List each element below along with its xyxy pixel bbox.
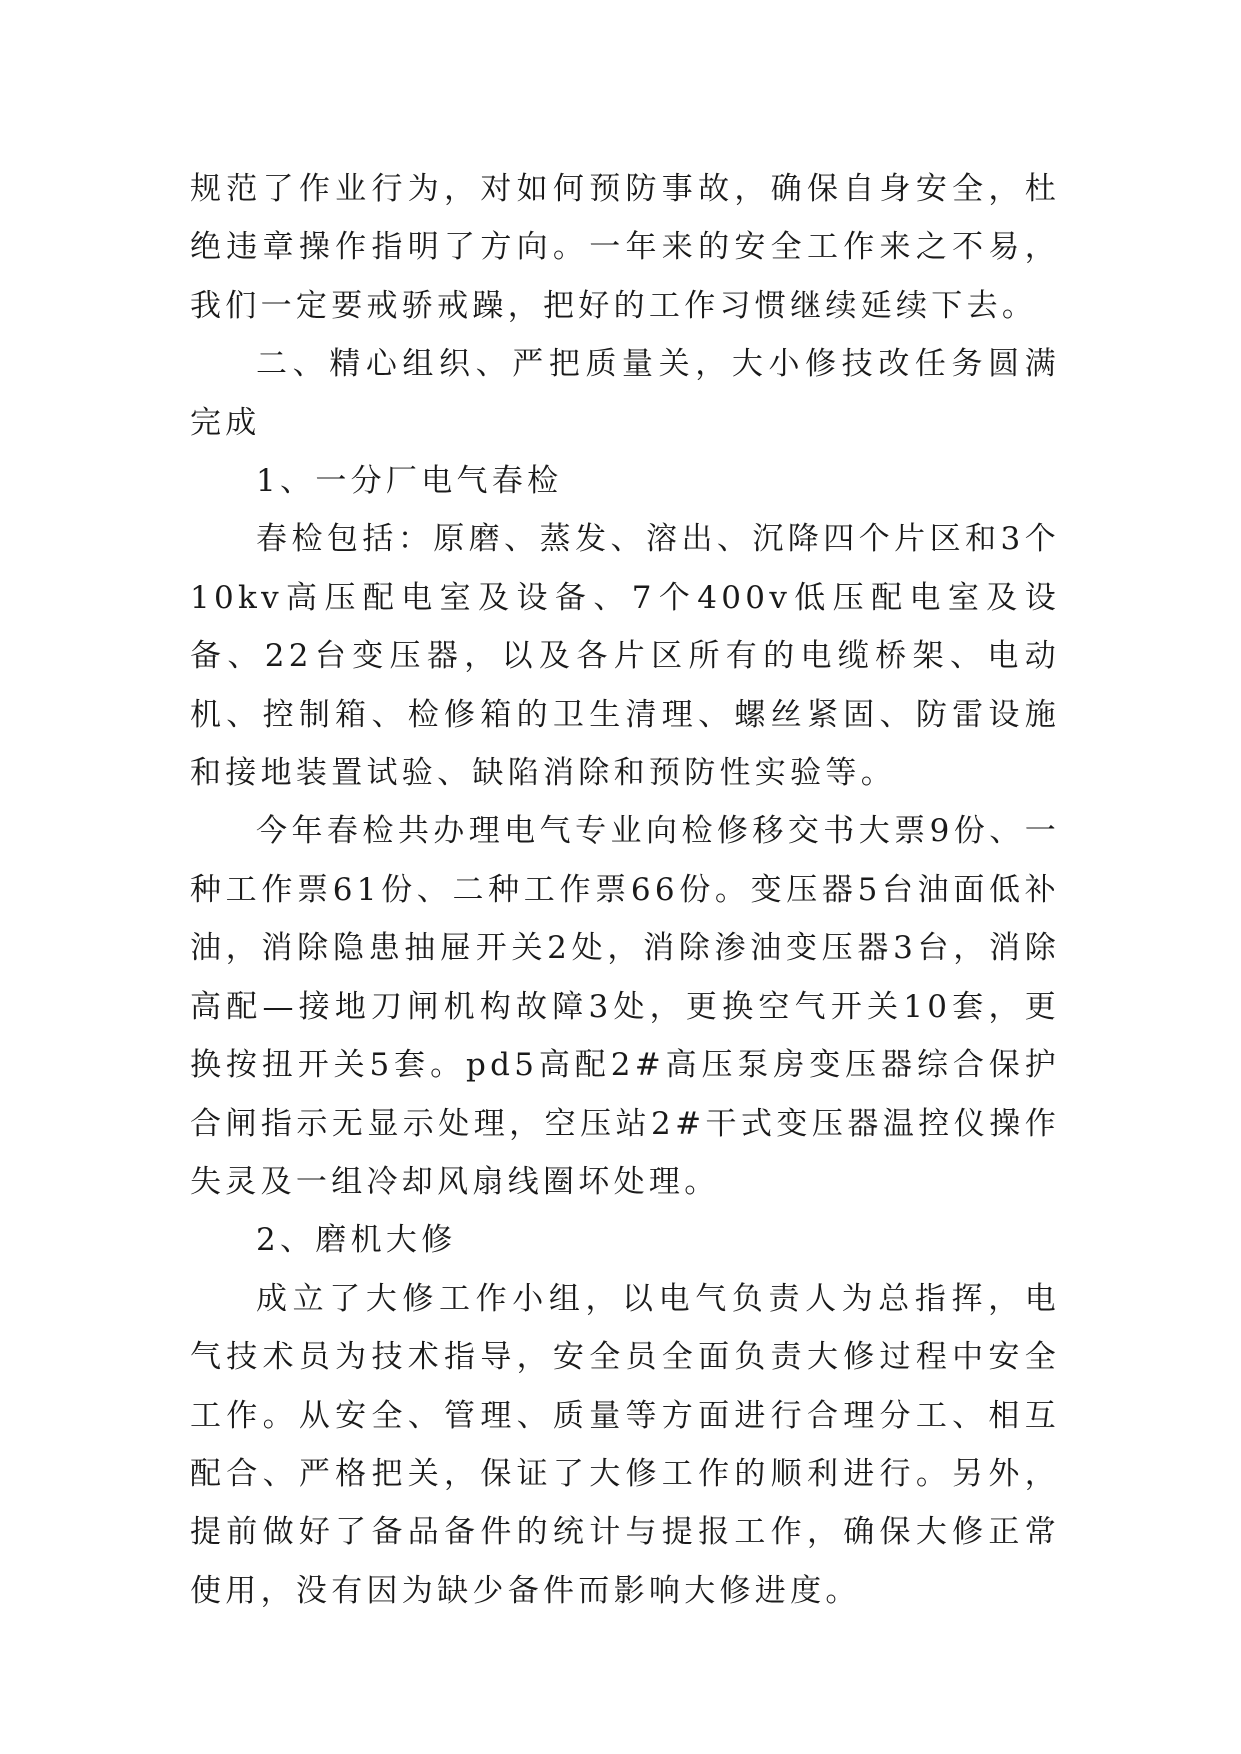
document-body <box>190 160 1060 1620</box>
subheading-mill-overhaul: 2、磨机大修 <box>256 1222 457 1259</box>
section-heading-2: 二、精心组织、严把质量关，大小修技改任务圆满完成 <box>190 346 1060 441</box>
paragraph-spring-inspection-scope: 春检包括：原磨、蒸发、溶出、沉降四个片区和3个10kv高压配电室及设备、7个400v低压配电室及设备、22台变压器，以及各片区所有的电缆桥架、电动机、控制箱、检修箱的卫生清理、螺丝紧固、防雷设施和接地装置试验、缺陷消除和预防性实验等。 <box>190 521 1060 792</box>
paragraph-continuation: 规范了作业行为，对如何预防事故，确保自身安全，杜绝违章操作指明了方向。一年来的安全工作来之不易，我们一定要戒骄戒躁，把好的工作习惯继续延续下去。 <box>190 171 1060 324</box>
paragraph-spring-inspection-results: 今年春检共办理电气专业向检修移交书大票9份、一种工作票61份、二种工作票66份。变压器5台油面低补油，消除隐患抽屉开关2处，消除渗油变压器3台，消除高配—接地刀闸机构故障3处，更换空气开关10套，更换按扭开关5套。pd5高配2#高压泵房变压器综合保护合闸指示无显示处理，空压站2#干式变压器温控仪操作失灵及一组冷却风扇线圈坏处理。 <box>190 813 1060 1200</box>
paragraph-mill-overhaul: 成立了大修工作小组，以电气负责人为总指挥，电气技术员为技术指导，安全员全面负责大修过程中安全工作。从安全、管理、质量等方面进行合理分工、相互配合、严格把关，保证了大修工作的顺利进行。另外，提前做好了备品备件的统计与提报工作，确保大修正常使用，没有因为缺少备件而影响大修进度。 <box>190 1280 1060 1609</box>
subheading-spring-inspection: 1、一分厂电气春检 <box>256 463 563 500</box>
